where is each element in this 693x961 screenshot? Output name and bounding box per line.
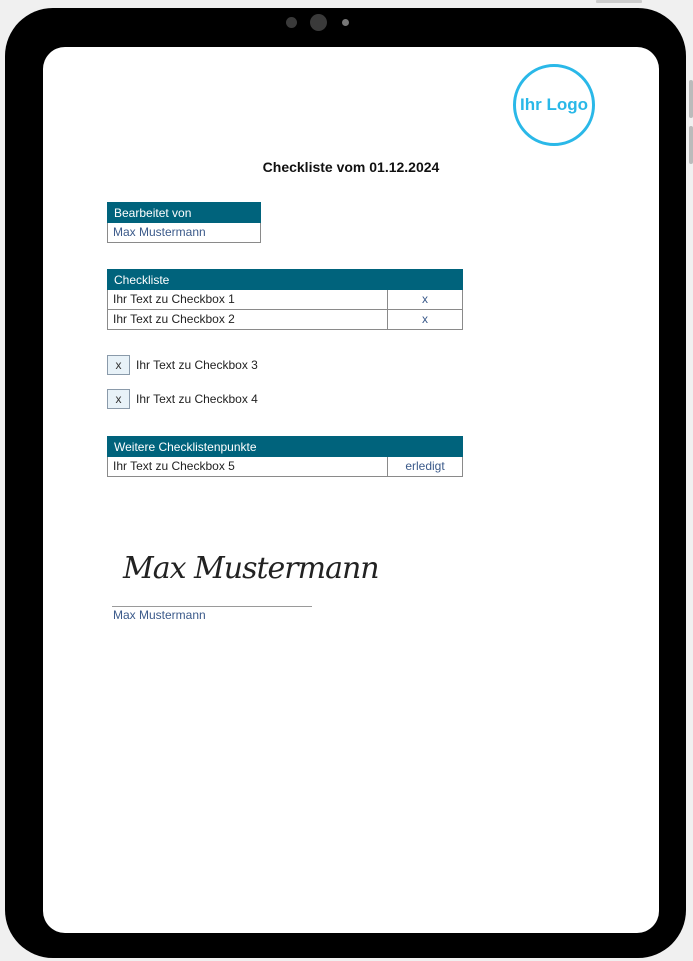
checkbox-row <box>107 355 258 375</box>
checklist-item-mark[interactable]: x <box>422 292 428 306</box>
tablet-top-button <box>596 0 642 3</box>
table-row <box>107 223 261 243</box>
page-title: Checkliste vom 01.12.2024 <box>262 159 440 175</box>
signature-name[interactable]: Max Mustermann <box>113 608 206 622</box>
edited-by-table <box>107 202 261 243</box>
logo-text: Ihr Logo <box>520 95 588 114</box>
checkbox-3[interactable]: x <box>107 355 130 375</box>
edited-by-value[interactable]: Max Mustermann <box>113 225 206 239</box>
checkbox-4[interactable]: x <box>107 389 130 409</box>
edited-by-header: Bearbeitet von <box>107 202 261 223</box>
more-item-text: Ihr Text zu Checkbox 5 <box>108 457 388 476</box>
checklist-item-text: Ihr Text zu Checkbox 2 <box>108 310 388 329</box>
sensor-icon <box>286 17 297 28</box>
signature-line <box>112 606 312 607</box>
checklist-item-text: Ihr Text zu Checkbox 1 <box>108 290 388 309</box>
table-row <box>107 290 463 310</box>
tablet-frame <box>5 8 686 958</box>
tablet-volume-down-button <box>689 126 693 164</box>
more-items-header: Weitere Checklistenpunkte <box>107 436 463 457</box>
checkbox-row <box>107 389 258 409</box>
handwritten-signature: Max Mustermann <box>123 551 379 586</box>
light-sensor-icon <box>342 19 349 26</box>
checkbox-4-label: Ihr Text zu Checkbox 4 <box>136 392 258 406</box>
more-items-table <box>107 436 463 477</box>
document-screen[interactable] <box>43 47 659 933</box>
checklist-header: Checkliste <box>107 269 463 290</box>
checklist-table <box>107 269 463 330</box>
company-logo <box>513 64 595 146</box>
checklist-item-mark[interactable]: x <box>422 312 428 326</box>
tablet-volume-up-button <box>689 80 693 118</box>
camera-icon <box>310 14 327 31</box>
checkbox-3-label: Ihr Text zu Checkbox 3 <box>136 358 258 372</box>
table-row <box>107 310 463 330</box>
table-row <box>107 457 463 477</box>
more-item-status[interactable]: erledigt <box>405 459 445 473</box>
